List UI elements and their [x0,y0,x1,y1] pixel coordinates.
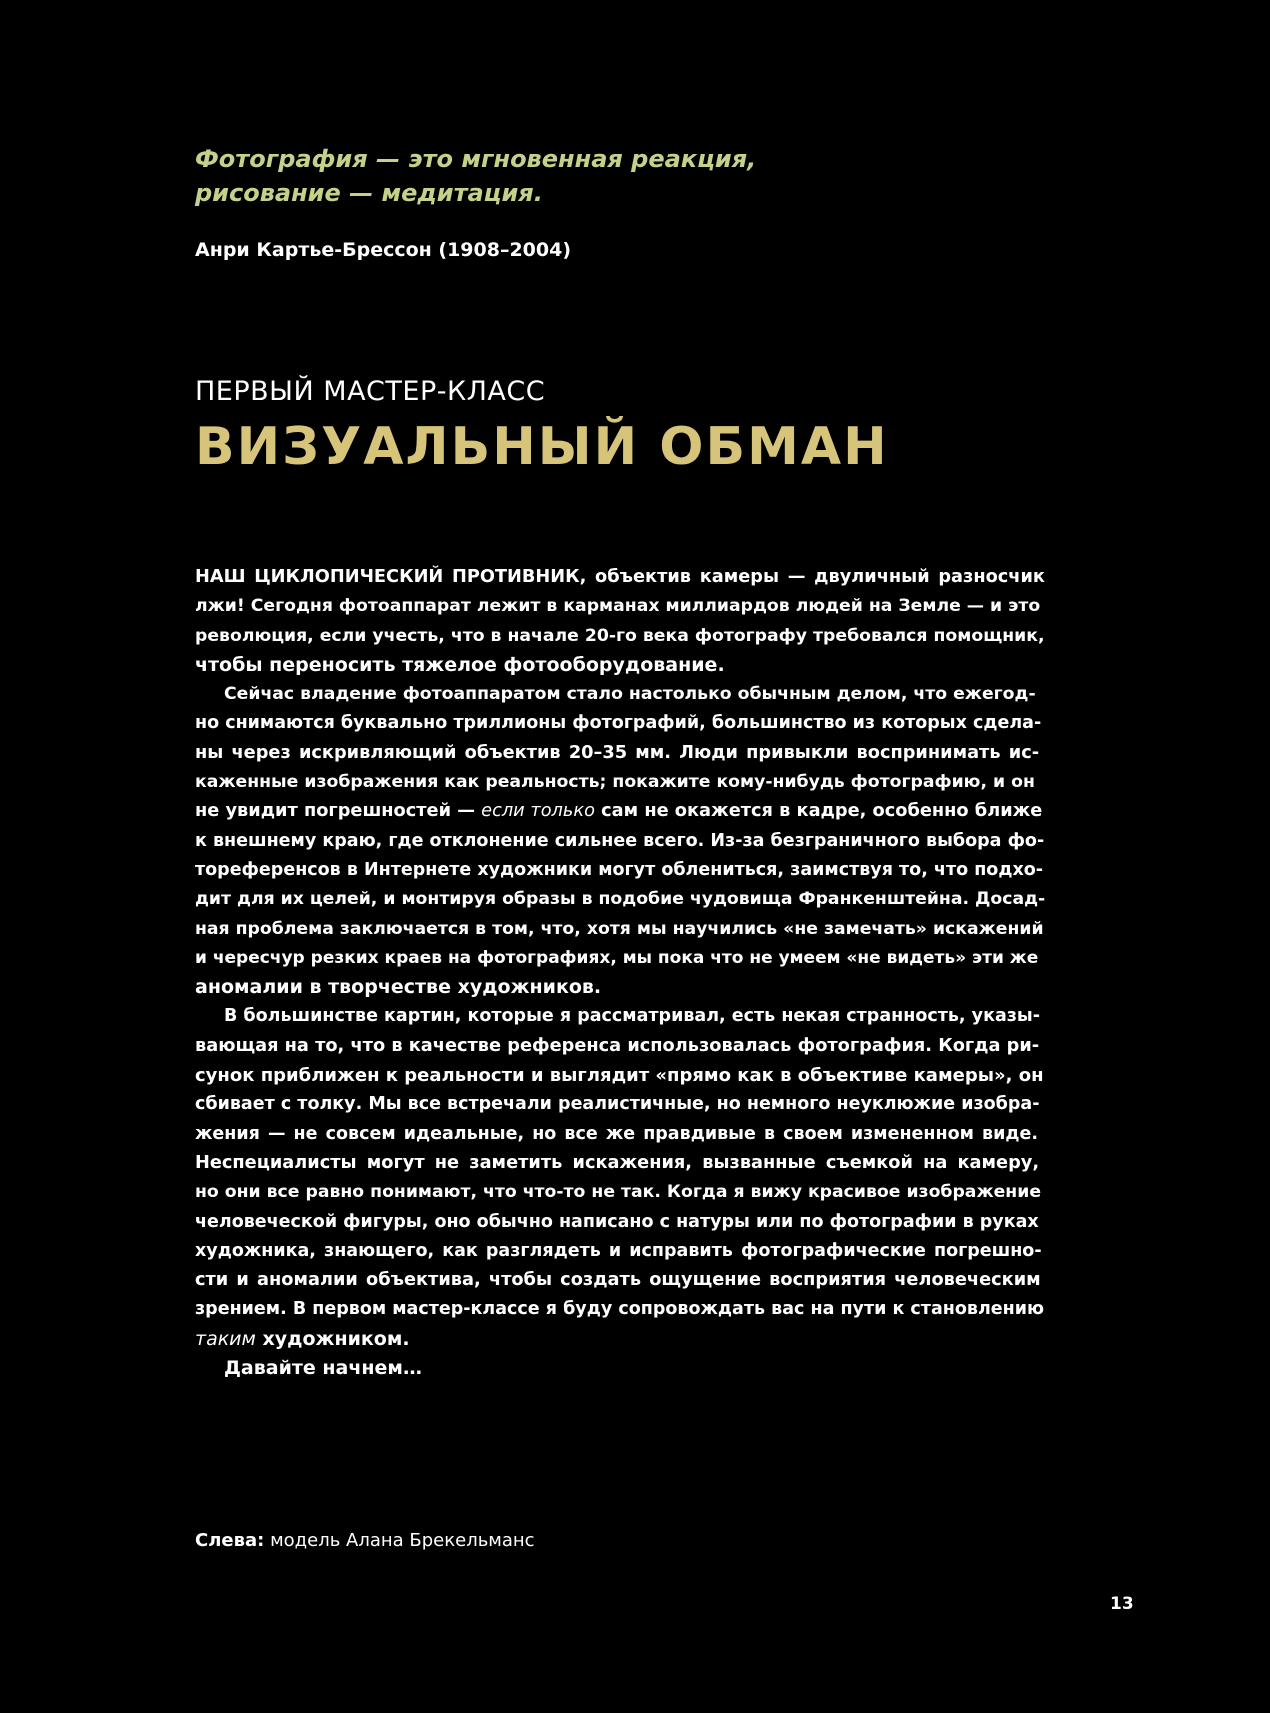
page-number: 13 [1110,1594,1134,1614]
body-line: В большинстве картин, которые я рассматривал, есть некая странность, указы- [224,1006,1041,1027]
body-line: революция, если учесть, что в начале 20-го века фотографу требовался помощник, [195,625,1045,646]
body-line: зрением. В первом мастер-классе я буду сопровождать вас на пути к становлению [195,1299,1044,1320]
photo-caption [195,1528,535,1554]
section-title: ВИЗУАЛЬНЫЙ ОБМАН [195,417,889,477]
body-line: ны через искривляющий объектив 20–35 мм. Люди привыкли воспринимать ис- [195,742,1040,763]
body-line: сунок приближен к реальности и выглядит «прямо как в объективе камеры», он [195,1065,1044,1087]
body-line: сбивает с толку. Мы все встречали реалистичные, но немного неуклюжие изобра- [195,1094,1040,1115]
body-line: каженные изображения как реальность; покажите кому-нибудь фотографию, и он [195,772,1035,793]
epigraph-line: рисование — медитация. [195,179,543,207]
body-line: сти и аномалии объектива, чтобы создать ощущение восприятия человеческим [195,1270,1041,1291]
body-text [195,563,1045,1383]
body-line: аномалии в творчестве художников. [195,976,602,999]
caption-label: Слева: [195,1530,265,1551]
body-line: но они все равно понимают, что что-то не так. Когда я вижу красивое изображение [195,1182,1042,1203]
body-line: тореференсов в Интернете художники могут облениться, заимствуя то, что подхо- [195,859,1044,880]
body-line: ная проблема заключается в том, что, хотя мы научились «не замечать» искажений [195,918,1044,939]
emphasis-text: таким [195,1327,256,1350]
body-line: НАШ ЦИКЛОПИЧЕСКИЙ ПРОТИВНИК, объектив камеры — двуличный разносчик [195,567,1045,587]
body-line: но снимаются буквально триллионы фотографий, большинство из которых сдела- [195,713,1042,734]
body-line: Сейчас владение фотоаппаратом стало настолько обычным делом, что ежегод- [224,684,1036,705]
epigraph-quote [195,142,895,210]
body-line: к внешнему краю, где отклонение сильнее всего. Из-за безграничного выбора фо- [195,830,1045,851]
body-line: и чересчур резких краев на фотографиях, мы пока что не умеем «не видеть» эти же [195,947,1039,968]
section-kicker: ПЕРВЫЙ МАСТЕР-КЛАСС [195,376,546,407]
epigraph-author: Анри Картье-Брессон (1908–2004) [195,239,572,261]
body-line: жения — не совсем идеальные, но все же правдивые в своем измененном виде. [195,1123,1039,1144]
body-line: чтобы переносить тяжелое фотооборудование. [195,653,725,676]
body-line: человеческой фигуры, оно обычно написано с натуры или по фотографии в руках [195,1211,1039,1232]
emphasis-text: если только [481,801,595,822]
body-line: вающая на то, что в качестве референса использовалась фотография. Когда ри- [195,1035,1040,1056]
body-line: художника, знающего, как разглядеть и исправить фотографические погрешно- [195,1240,1042,1261]
epigraph-line: Фотография — это мгновенная реакция, [195,145,757,173]
body-line: лжи! Сегодня фотоаппарат лежит в карманах миллиардов людей на Земле — и это [195,596,1041,617]
body-line: таким художником. [195,1327,410,1350]
caption-text: модель Алана Брекельманс [270,1530,535,1551]
body-line: не увидит погрешностей — если только сам не окажется в кадре, особенно ближе [195,801,1043,822]
body-line: Неспециалисты могут не заметить искажения, вызванные съемкой на камеру, [195,1152,1040,1173]
body-line: дит для их целей, и монтируя образы в подобие чудовища Франкенштейна. Досад- [195,889,1045,910]
body-line: Давайте начнем… [224,1357,422,1380]
